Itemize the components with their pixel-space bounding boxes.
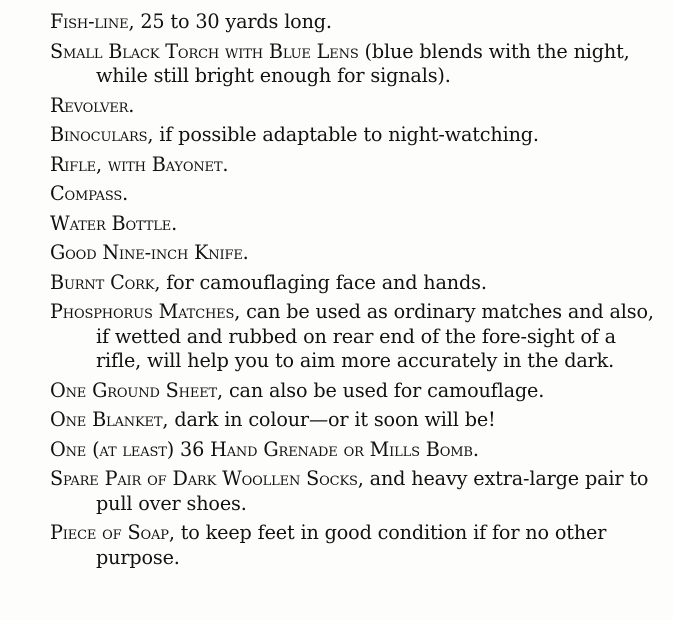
- item-term: Piece of Soap,: [50, 521, 175, 544]
- list-item: [50, 10, 660, 35]
- item-description: can be used as ordinary matches and also, if wetted and rubbed on rear end of the fore-sight of a rifle, will help you to aim more accurately in the dark.: [96, 300, 654, 372]
- list-item: [50, 271, 660, 296]
- item-term: One Ground Sheet,: [50, 378, 224, 402]
- list-item: [50, 467, 660, 516]
- item-description: and heavy extra-large pair to pull over shoes.: [96, 467, 649, 515]
- item-term: Rifle, with Bayonet.: [50, 152, 229, 176]
- list-item: [50, 438, 660, 463]
- list-item: [50, 153, 660, 178]
- item-term: Spare Pair of Dark Woollen Socks,: [50, 467, 364, 490]
- item-term: Small Black Torch with Blue Lens: [50, 39, 359, 63]
- item-term: Compass.: [50, 182, 129, 205]
- list-item: [50, 94, 660, 119]
- item-term: One (at least) 36 Hand Grenade or Mills Bomb.: [50, 437, 479, 461]
- list-item: [50, 521, 660, 570]
- item-term: Binoculars,: [50, 123, 154, 146]
- list-item: [50, 241, 660, 266]
- list-item: [50, 300, 660, 374]
- item-term: One Blanket,: [50, 408, 169, 431]
- item-term: Fish-line,: [50, 10, 135, 33]
- item-description: can also be used for camouflage.: [223, 378, 545, 402]
- list-item: [50, 212, 660, 237]
- item-description: to keep feet in good condition if for no other purpose.: [96, 521, 607, 569]
- list-item: [50, 40, 660, 89]
- list-item: [50, 379, 660, 404]
- list-item: [50, 182, 660, 207]
- item-description: 25 to 30 yards long.: [134, 10, 332, 33]
- list-item: [50, 123, 660, 148]
- item-description: (blue blends with the night, while still bright enough for signals).: [96, 39, 630, 87]
- list-item: [50, 408, 660, 433]
- item-description: for camouflaging face and hands.: [160, 270, 487, 294]
- item-term: Revolver.: [50, 93, 135, 117]
- item-term: Phosphorus Matches,: [50, 300, 241, 323]
- item-term: Burnt Cork,: [50, 270, 161, 294]
- item-description: if possible adaptable to night-watching.: [153, 123, 539, 146]
- item-term: Water Bottle.: [50, 211, 178, 235]
- item-description: dark in colour—or it soon will be!: [168, 408, 496, 431]
- item-term: Good Nine-inch Knife.: [50, 241, 249, 264]
- equipment-list: [50, 10, 660, 575]
